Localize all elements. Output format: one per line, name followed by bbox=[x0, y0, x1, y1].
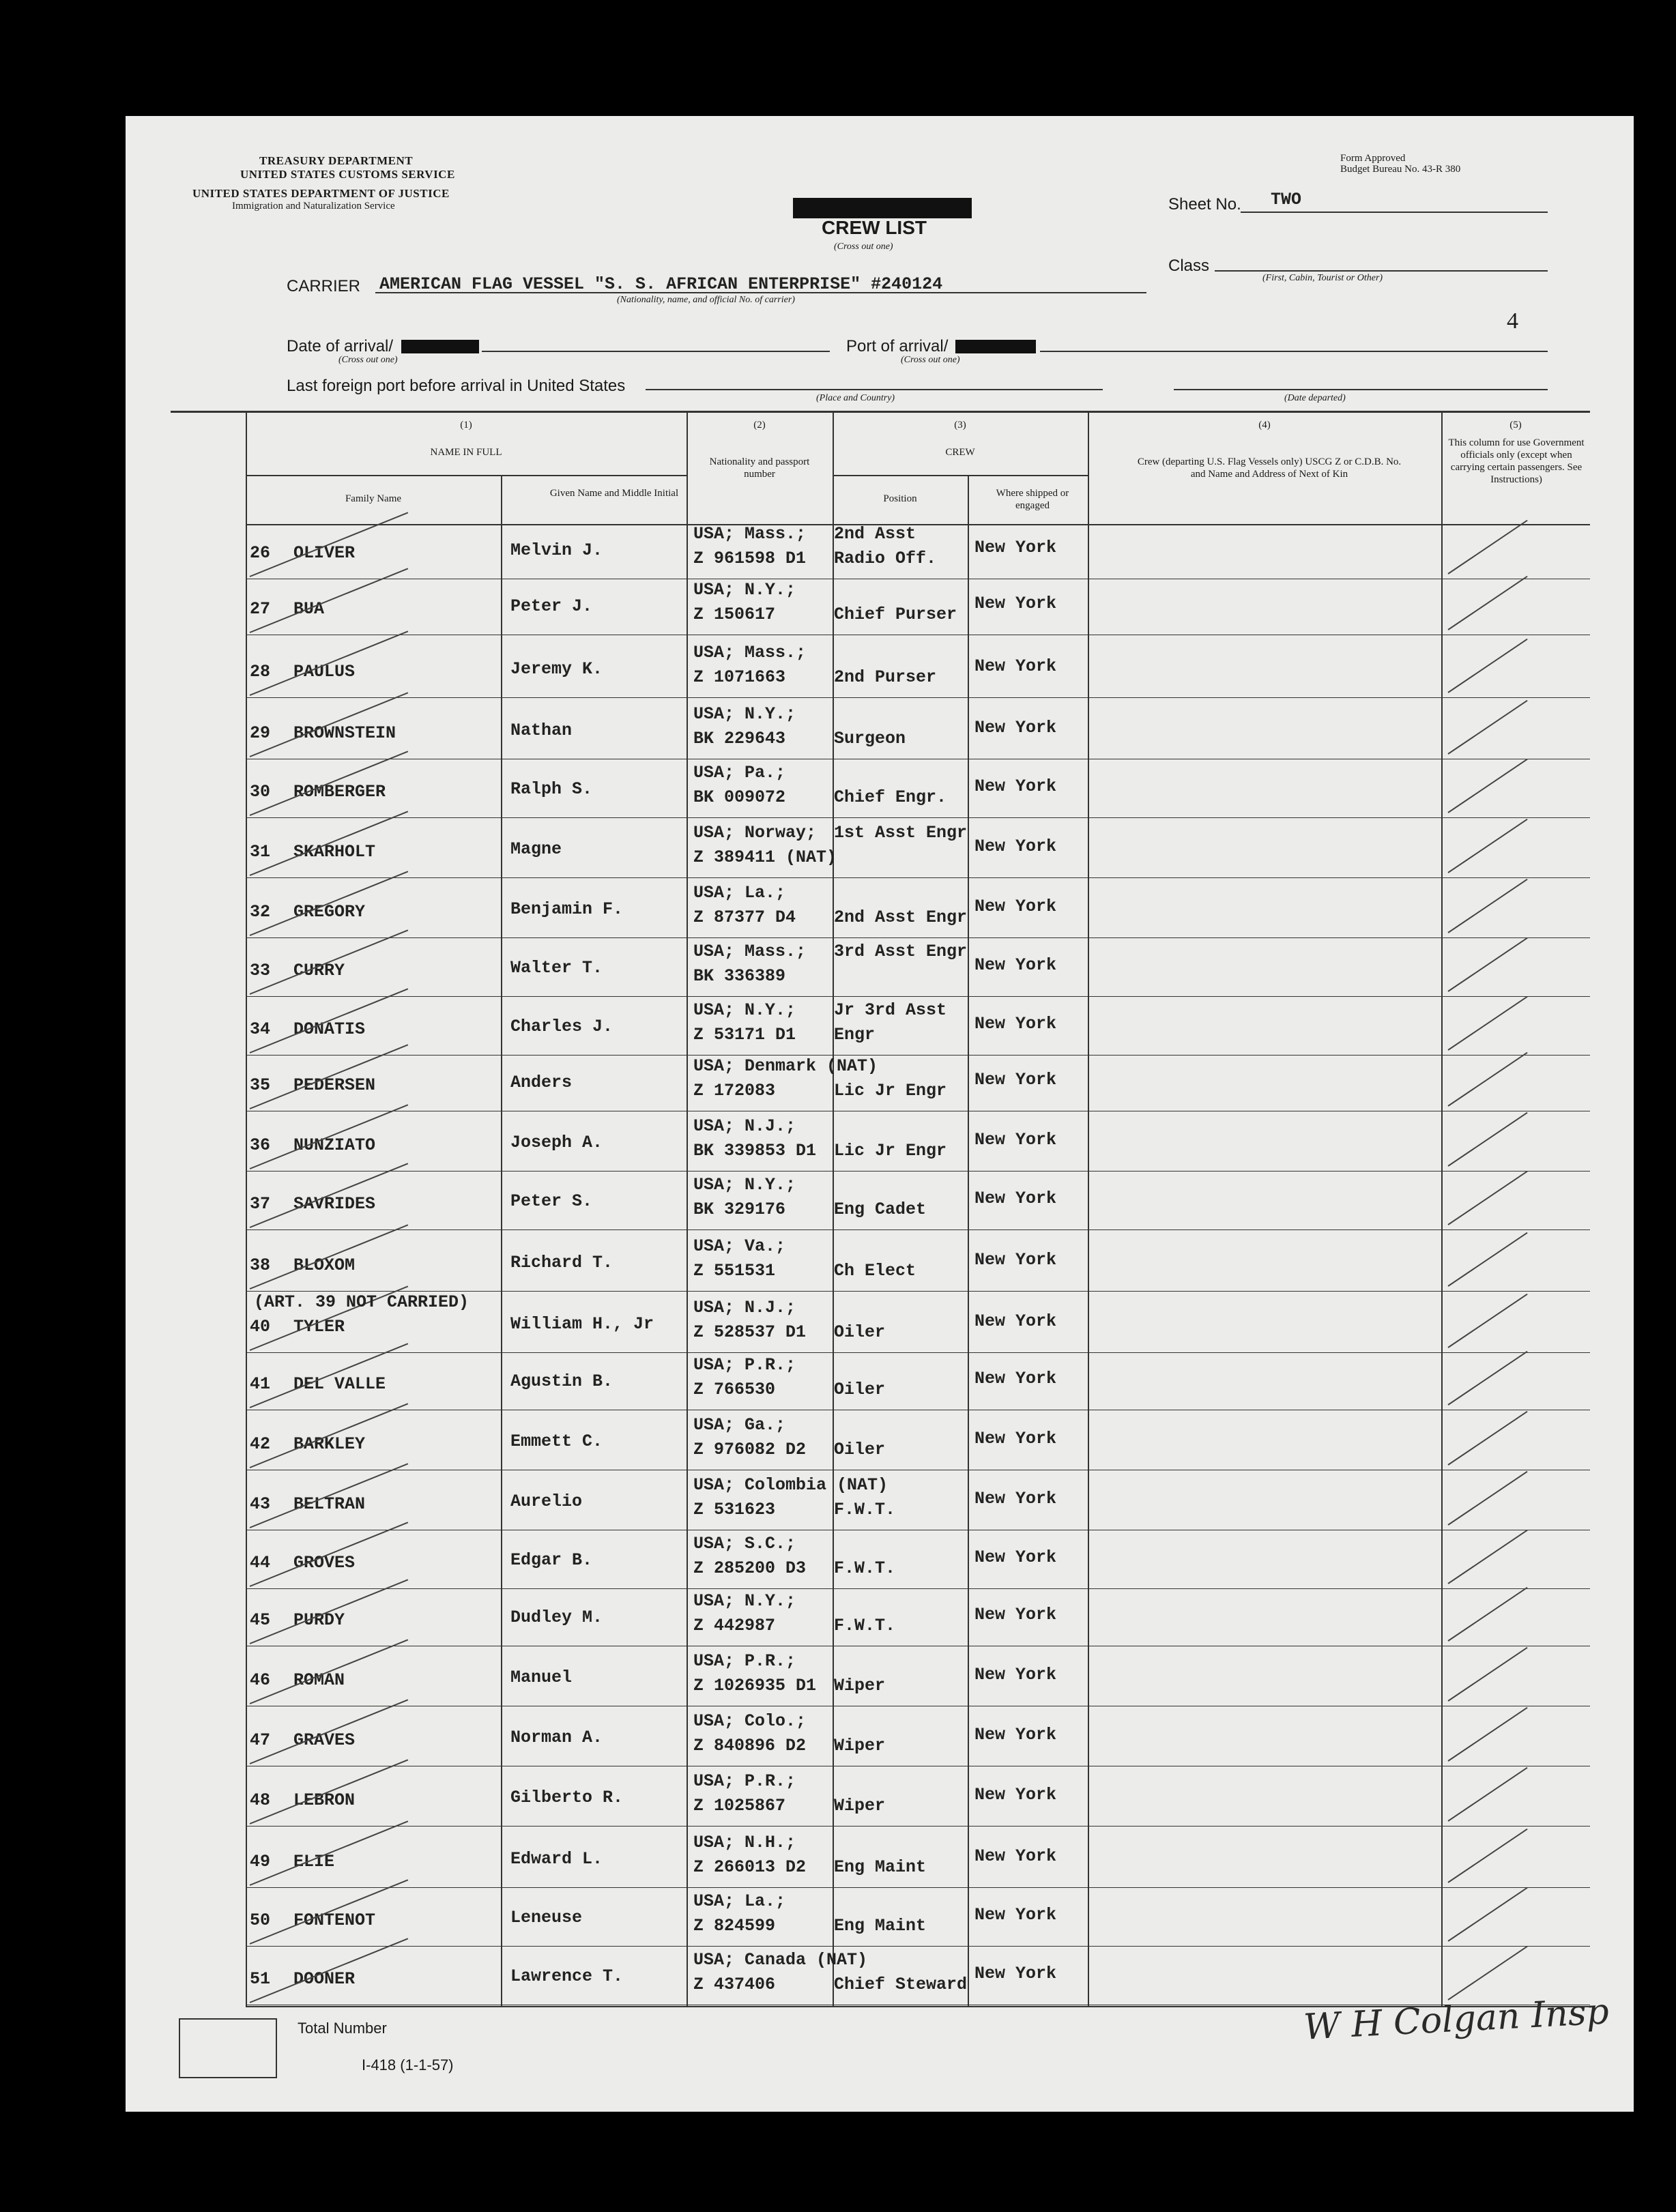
given-name: Joseph A. bbox=[510, 1133, 603, 1152]
row-number: 45 bbox=[250, 1610, 271, 1630]
passport-number: BK 339853 D1 bbox=[693, 1141, 817, 1161]
row-number: 38 bbox=[250, 1255, 271, 1275]
row-number: 27 bbox=[250, 599, 271, 619]
passport-number: Z 437406 bbox=[693, 1975, 776, 1994]
position-line2: Chief Engr. bbox=[834, 787, 947, 807]
form-approved: Form Approved bbox=[1340, 153, 1406, 164]
family-name: PAULUS bbox=[293, 662, 356, 682]
family-name: ROMBERGER bbox=[293, 782, 386, 802]
family-name: BROWNSTEIN bbox=[293, 723, 396, 743]
given-name: Dudley M. bbox=[510, 1607, 603, 1627]
position-line2: Wiper bbox=[834, 1736, 886, 1756]
position-line2: F.W.T. bbox=[834, 1500, 896, 1519]
table-row bbox=[0, 1471, 1676, 1531]
redaction-port bbox=[955, 340, 1036, 353]
table-row bbox=[0, 998, 1676, 1056]
row-number: 42 bbox=[250, 1434, 271, 1454]
passport-number: Z 961598 D1 bbox=[693, 549, 807, 568]
name-slash bbox=[250, 1639, 409, 1704]
name-slash bbox=[250, 1522, 409, 1587]
given-name: Jeremy K. bbox=[510, 659, 603, 679]
family-name: DONATIS bbox=[293, 1019, 366, 1039]
row-number: 48 bbox=[250, 1790, 271, 1810]
passport-number: Z 53171 D1 bbox=[693, 1025, 796, 1045]
page-title: CREW LIST bbox=[822, 217, 927, 238]
check-slash bbox=[1447, 759, 1527, 813]
row-number: 44 bbox=[250, 1553, 271, 1573]
given-name: Leneuse bbox=[510, 1908, 583, 1927]
position-line2: Oiler bbox=[834, 1322, 886, 1342]
nationality: USA; La.; bbox=[693, 883, 786, 903]
nationality: USA; Mass.; bbox=[693, 643, 807, 663]
position-line2: Wiper bbox=[834, 1796, 886, 1816]
family-name: BELTRAN bbox=[293, 1494, 366, 1514]
given-name: Peter J. bbox=[510, 596, 593, 616]
given-name: Magne bbox=[510, 839, 562, 859]
port-arrival-label: Port of arrival/ bbox=[846, 337, 949, 355]
passport-number: Z 1071663 bbox=[693, 667, 786, 687]
header-treasury: TREASURY DEPARTMENT bbox=[259, 154, 414, 167]
row-number: 29 bbox=[250, 723, 271, 743]
check-slash bbox=[1447, 937, 1527, 992]
name-slash bbox=[250, 811, 409, 876]
col4-title: Crew (departing U.S. Flag Vessels only) USCG Z or C.D.B. No. and Name and Address of Next of Kin bbox=[1137, 456, 1402, 480]
family-name: DOONER bbox=[293, 1969, 356, 1989]
passport-number: Z 528537 D1 bbox=[693, 1322, 807, 1342]
given-name: Richard T. bbox=[510, 1253, 613, 1272]
name-slash bbox=[250, 1820, 409, 1886]
nationality: USA; La.; bbox=[693, 1891, 786, 1911]
table-row bbox=[0, 1947, 1676, 2006]
table-row bbox=[0, 819, 1676, 879]
row-number: 46 bbox=[250, 1670, 271, 1690]
table-row bbox=[0, 1707, 1676, 1767]
check-slash bbox=[1447, 1587, 1527, 1642]
table-row bbox=[0, 524, 1676, 580]
carrier-value: AMERICAN FLAG VESSEL "S. S. AFRICAN ENTERPRISE" #240124 bbox=[379, 274, 943, 294]
passport-number: Z 389411 (NAT) bbox=[693, 847, 837, 867]
row-number: 36 bbox=[250, 1135, 271, 1155]
col2-number: (2) bbox=[753, 420, 766, 431]
nationality: USA; P.R.; bbox=[693, 1355, 796, 1375]
table-row bbox=[0, 1889, 1676, 1947]
row-number: 40 bbox=[250, 1317, 271, 1337]
given-name: Ralph S. bbox=[510, 779, 593, 799]
table-row bbox=[0, 1531, 1676, 1590]
name-slash bbox=[250, 1403, 409, 1468]
nationality: USA; N.Y.; bbox=[693, 1591, 796, 1611]
header-customs: UNITED STATES CUSTOMS SERVICE bbox=[240, 168, 455, 181]
col5-number: (5) bbox=[1509, 420, 1522, 431]
shipped-location: New York bbox=[974, 1725, 1057, 1745]
nationality: USA; N.Y.; bbox=[693, 1175, 796, 1195]
position-line2: Lic Jr Engr bbox=[834, 1141, 947, 1161]
row-number: 41 bbox=[250, 1374, 271, 1394]
nationality: USA; Norway; bbox=[693, 823, 817, 843]
col4-number: (4) bbox=[1258, 420, 1271, 431]
row-number: 34 bbox=[250, 1019, 271, 1039]
given-name: Aurelio bbox=[510, 1491, 583, 1511]
shipped-location: New York bbox=[974, 1785, 1057, 1805]
shipped-location: New York bbox=[974, 1189, 1057, 1208]
nationality: USA; Pa.; bbox=[693, 763, 786, 783]
position-line1: 2nd Asst bbox=[834, 524, 916, 544]
passport-number: BK 329176 bbox=[693, 1199, 786, 1219]
family-name: PURDY bbox=[293, 1610, 345, 1630]
passport-number: Z 976082 D2 bbox=[693, 1440, 807, 1459]
name-slash bbox=[250, 1699, 409, 1764]
form-number: I-418 (1-1-57) bbox=[362, 2056, 454, 2073]
col-position: Position bbox=[883, 493, 917, 504]
nationality: USA; N.Y.; bbox=[693, 704, 796, 724]
shipped-location: New York bbox=[974, 1130, 1057, 1150]
col5-title: This column for use Government officials only (except when carrying certain passengers. See Instructions) bbox=[1448, 437, 1585, 485]
table-row bbox=[0, 1354, 1676, 1411]
col-family-name: Family Name bbox=[345, 493, 402, 504]
sheet-label: Sheet No. bbox=[1168, 195, 1241, 214]
shipped-location: New York bbox=[974, 1665, 1057, 1685]
nationality: USA; Mass.; bbox=[693, 524, 807, 544]
passport-number: Z 551531 bbox=[693, 1261, 776, 1281]
check-slash bbox=[1447, 1829, 1527, 1883]
shipped-location: New York bbox=[974, 897, 1057, 916]
col-given-name: Given Name and Middle Initial bbox=[549, 488, 679, 499]
nationality: USA; S.C.; bbox=[693, 1534, 796, 1554]
check-slash bbox=[1447, 1411, 1527, 1466]
nationality: USA; P.R.; bbox=[693, 1771, 796, 1791]
passport-number: Z 87377 D4 bbox=[693, 907, 796, 927]
given-name: Norman A. bbox=[510, 1728, 603, 1747]
row-number: 33 bbox=[250, 961, 271, 980]
given-name: Emmett C. bbox=[510, 1431, 603, 1451]
row-number: 31 bbox=[250, 842, 271, 862]
row-number: 28 bbox=[250, 662, 271, 682]
family-name: LEBRON bbox=[293, 1790, 356, 1810]
given-name: Peter S. bbox=[510, 1191, 593, 1211]
nationality: USA; Denmark (NAT) bbox=[693, 1056, 878, 1076]
given-name: Benjamin F. bbox=[510, 899, 624, 919]
redaction-bar bbox=[793, 198, 972, 218]
family-name: BARKLEY bbox=[293, 1434, 366, 1454]
check-slash bbox=[1447, 1707, 1527, 1762]
shipped-location: New York bbox=[974, 594, 1057, 613]
given-name: Edward L. bbox=[510, 1849, 603, 1869]
passport-number: Z 285200 D3 bbox=[693, 1558, 807, 1578]
name-slash bbox=[250, 929, 409, 995]
shipped-location: New York bbox=[974, 656, 1057, 676]
family-name: OLIVER bbox=[293, 543, 356, 563]
row-number: 37 bbox=[250, 1194, 271, 1214]
page-mark: 4 bbox=[1507, 308, 1518, 334]
passport-number: BK 229643 bbox=[693, 729, 786, 748]
nationality: USA; Mass.; bbox=[693, 942, 807, 961]
shipped-location: New York bbox=[974, 1429, 1057, 1449]
nationality: USA; N.J.; bbox=[693, 1298, 796, 1318]
name-slash bbox=[250, 1163, 409, 1228]
row-number: 51 bbox=[250, 1969, 271, 1989]
given-name: Gilberto R. bbox=[510, 1788, 624, 1807]
check-slash bbox=[1447, 520, 1527, 574]
shipped-location: New York bbox=[974, 1311, 1057, 1331]
name-slash bbox=[250, 871, 409, 936]
given-name: Agustin B. bbox=[510, 1371, 613, 1391]
given-name: Melvin J. bbox=[510, 540, 603, 560]
check-slash bbox=[1447, 700, 1527, 755]
header-justice: UNITED STATES DEPARTMENT OF JUSTICE bbox=[192, 187, 450, 200]
check-slash bbox=[1447, 1171, 1527, 1225]
shipped-location: New York bbox=[974, 718, 1057, 738]
check-slash bbox=[1447, 576, 1527, 630]
position-line2: Surgeon bbox=[834, 729, 906, 748]
position-line2: Chief Purser bbox=[834, 605, 957, 624]
check-slash bbox=[1447, 1530, 1527, 1584]
family-name: NUNZIATO bbox=[293, 1135, 376, 1155]
port-arrival-subtitle: (Cross out one) bbox=[901, 355, 960, 365]
table-top-rule bbox=[171, 411, 1590, 413]
nationality: USA; N.Y.; bbox=[693, 580, 796, 600]
given-name: Lawrence T. bbox=[510, 1966, 624, 1986]
check-slash bbox=[1447, 1232, 1527, 1287]
table-row bbox=[0, 1767, 1676, 1827]
position-line2: Eng Cadet bbox=[834, 1199, 927, 1219]
check-slash bbox=[1447, 879, 1527, 933]
table-row bbox=[0, 1112, 1676, 1172]
check-slash bbox=[1447, 1294, 1527, 1348]
position-line2: Radio Off. bbox=[834, 549, 937, 568]
shipped-location: New York bbox=[974, 1605, 1057, 1625]
check-slash bbox=[1447, 1112, 1527, 1167]
nationality: USA; Ga.; bbox=[693, 1415, 786, 1435]
name-slash bbox=[250, 1879, 409, 1945]
table-row bbox=[0, 760, 1676, 819]
passport-number: Z 1025867 bbox=[693, 1796, 786, 1816]
passport-number: BK 336389 bbox=[693, 966, 786, 986]
col3-number: (3) bbox=[954, 420, 966, 431]
col1-number: (1) bbox=[460, 420, 472, 431]
table-row bbox=[0, 1827, 1676, 1889]
position-line2: 2nd Purser bbox=[834, 667, 937, 687]
family-name: BLOXOM bbox=[293, 1255, 356, 1275]
date-arrival-subtitle: (Cross out one) bbox=[338, 355, 398, 365]
row-number: 35 bbox=[250, 1075, 271, 1095]
check-slash bbox=[1447, 639, 1527, 693]
given-name: Manuel bbox=[510, 1668, 573, 1687]
table-row bbox=[0, 1647, 1676, 1707]
row-number: 50 bbox=[250, 1910, 271, 1930]
total-number-label: Total Number bbox=[298, 2020, 387, 2037]
col2-title: Nationality and passport number bbox=[709, 456, 810, 480]
given-name: Walter T. bbox=[510, 958, 603, 978]
note-art-39: (ART. 39 NOT CARRIED) bbox=[254, 1292, 469, 1312]
table-row bbox=[0, 1411, 1676, 1471]
inspector-signature: W H Colgan Insp bbox=[1302, 1991, 1610, 2048]
row-number: 30 bbox=[250, 782, 271, 802]
passport-number: Z 531623 bbox=[693, 1500, 776, 1519]
shipped-location: New York bbox=[974, 1070, 1057, 1090]
nationality: USA; Colo.; bbox=[693, 1711, 807, 1731]
check-slash bbox=[1447, 1647, 1527, 1702]
table-row bbox=[0, 1056, 1676, 1112]
position-line2: 2nd Asst Engr bbox=[834, 907, 968, 927]
check-slash bbox=[1447, 1052, 1527, 1107]
check-slash bbox=[1447, 1351, 1527, 1406]
family-name: DEL VALLE bbox=[293, 1374, 386, 1394]
sheet-value: TWO bbox=[1271, 190, 1302, 209]
table-row bbox=[0, 580, 1676, 636]
carrier-subtitle: (Nationality, name, and official No. of carrier) bbox=[617, 295, 795, 305]
family-name: GRAVES bbox=[293, 1730, 356, 1750]
shipped-location: New York bbox=[974, 1250, 1057, 1270]
position-line2: Eng Maint bbox=[834, 1916, 927, 1936]
given-name: Charles J. bbox=[510, 1017, 613, 1036]
passport-number: Z 1026935 D1 bbox=[693, 1676, 817, 1696]
check-slash bbox=[1447, 1946, 1527, 2000]
name-slash bbox=[250, 1104, 409, 1169]
table-row bbox=[0, 1172, 1676, 1231]
position-line2: Ch Elect bbox=[834, 1261, 916, 1281]
shipped-location: New York bbox=[974, 1369, 1057, 1388]
passport-number: BK 009072 bbox=[693, 787, 786, 807]
shipped-location: New York bbox=[974, 538, 1057, 557]
position-line2: F.W.T. bbox=[834, 1558, 896, 1578]
position-line2: Oiler bbox=[834, 1380, 886, 1399]
name-slash bbox=[250, 630, 409, 696]
position-line1: 1st Asst Engr bbox=[834, 823, 968, 843]
check-slash bbox=[1447, 1767, 1527, 1822]
family-name: BUA bbox=[293, 599, 325, 619]
family-name: GROVES bbox=[293, 1553, 356, 1573]
title-subtitle: (Cross out one) bbox=[834, 242, 893, 252]
col-shipped: Where shipped or engaged bbox=[996, 488, 1069, 511]
check-slash bbox=[1447, 1887, 1527, 1942]
family-name: ROMAN bbox=[293, 1670, 345, 1690]
nationality: USA; Canada (NAT) bbox=[693, 1950, 868, 1970]
position-line2: F.W.T. bbox=[834, 1616, 896, 1635]
passport-number: Z 840896 D2 bbox=[693, 1736, 807, 1756]
col3-title: CREW bbox=[945, 447, 975, 458]
position-line2: Chief Steward bbox=[834, 1975, 968, 1994]
check-slash bbox=[1447, 996, 1527, 1051]
nationality: USA; P.R.; bbox=[693, 1651, 796, 1671]
carrier-label: CARRIER bbox=[287, 277, 361, 295]
position-line2: Lic Jr Engr bbox=[834, 1081, 947, 1101]
check-slash bbox=[1447, 819, 1527, 873]
position-line2: Wiper bbox=[834, 1676, 886, 1696]
table-row bbox=[0, 1292, 1676, 1354]
position-line2: Engr bbox=[834, 1025, 876, 1045]
passport-number: Z 150617 bbox=[693, 605, 776, 624]
nationality: USA; Va.; bbox=[693, 1236, 786, 1256]
row-number: 32 bbox=[250, 902, 271, 922]
budget-bureau: Budget Bureau No. 43-R 380 bbox=[1340, 164, 1461, 175]
table-row bbox=[0, 1590, 1676, 1647]
passport-number: Z 442987 bbox=[693, 1616, 776, 1635]
name-slash bbox=[250, 1224, 409, 1290]
table-row bbox=[0, 939, 1676, 998]
table-row bbox=[0, 636, 1676, 699]
shipped-location: New York bbox=[974, 1964, 1057, 1983]
table-row bbox=[0, 879, 1676, 939]
given-name: Edgar B. bbox=[510, 1550, 593, 1570]
family-name: TYLER bbox=[293, 1317, 345, 1337]
header-immigration: Immigration and Naturalization Service bbox=[232, 201, 395, 212]
name-slash bbox=[250, 1463, 409, 1528]
passport-number: Z 172083 bbox=[693, 1081, 776, 1101]
family-name: FONTENOT bbox=[293, 1910, 376, 1930]
total-number-box bbox=[179, 2018, 277, 2078]
name-slash bbox=[250, 988, 409, 1053]
nationality: USA; Colombia (NAT) bbox=[693, 1475, 888, 1495]
shipped-location: New York bbox=[974, 1014, 1057, 1034]
nationality: USA; N.H.; bbox=[693, 1833, 796, 1852]
given-name: William H., Jr bbox=[510, 1314, 654, 1334]
row-number: 26 bbox=[250, 543, 271, 563]
family-name: SAVRIDES bbox=[293, 1194, 376, 1214]
row-number: 47 bbox=[250, 1730, 271, 1750]
shipped-location: New York bbox=[974, 955, 1057, 975]
name-slash bbox=[250, 1759, 409, 1824]
passport-number: Z 266013 D2 bbox=[693, 1857, 807, 1877]
redaction-date bbox=[401, 340, 479, 353]
position-line1: 3rd Asst Engr bbox=[834, 942, 968, 961]
nationality: USA; N.J.; bbox=[693, 1116, 796, 1136]
last-port-label: Last foreign port before arrival in United States bbox=[287, 377, 626, 395]
name-slash bbox=[250, 1938, 409, 2003]
table-row bbox=[0, 1231, 1676, 1292]
check-slash bbox=[1447, 1471, 1527, 1526]
passport-number: Z 766530 bbox=[693, 1380, 776, 1399]
position-line1: Jr 3rd Asst bbox=[834, 1000, 947, 1020]
family-name: CURRY bbox=[293, 961, 345, 980]
class-subtitle: (First, Cabin, Tourist or Other) bbox=[1262, 273, 1383, 283]
position-line2: Eng Maint bbox=[834, 1857, 927, 1877]
date-departed-subtitle: (Date departed) bbox=[1284, 393, 1346, 403]
class-label: Class bbox=[1168, 257, 1210, 275]
given-name: Nathan bbox=[510, 721, 573, 740]
row-number: 43 bbox=[250, 1494, 271, 1514]
family-name: SKARHOLT bbox=[293, 842, 376, 862]
shipped-location: New York bbox=[974, 776, 1057, 796]
shipped-location: New York bbox=[974, 836, 1057, 856]
family-name: PEDERSEN bbox=[293, 1075, 376, 1095]
row-number: 49 bbox=[250, 1852, 271, 1872]
shipped-location: New York bbox=[974, 1547, 1057, 1567]
given-name: Anders bbox=[510, 1073, 573, 1092]
position-line2: Oiler bbox=[834, 1440, 886, 1459]
table-row bbox=[0, 699, 1676, 760]
family-name: GREGORY bbox=[293, 902, 366, 922]
family-name: ELIE bbox=[293, 1852, 335, 1872]
date-arrival-label: Date of arrival/ bbox=[287, 337, 394, 355]
nationality: USA; N.Y.; bbox=[693, 1000, 796, 1020]
place-subtitle: (Place and Country) bbox=[816, 393, 895, 403]
shipped-location: New York bbox=[974, 1489, 1057, 1509]
shipped-location: New York bbox=[974, 1846, 1057, 1866]
col1-title: NAME IN FULL bbox=[430, 447, 502, 458]
passport-number: Z 824599 bbox=[693, 1916, 776, 1936]
shipped-location: New York bbox=[974, 1905, 1057, 1925]
